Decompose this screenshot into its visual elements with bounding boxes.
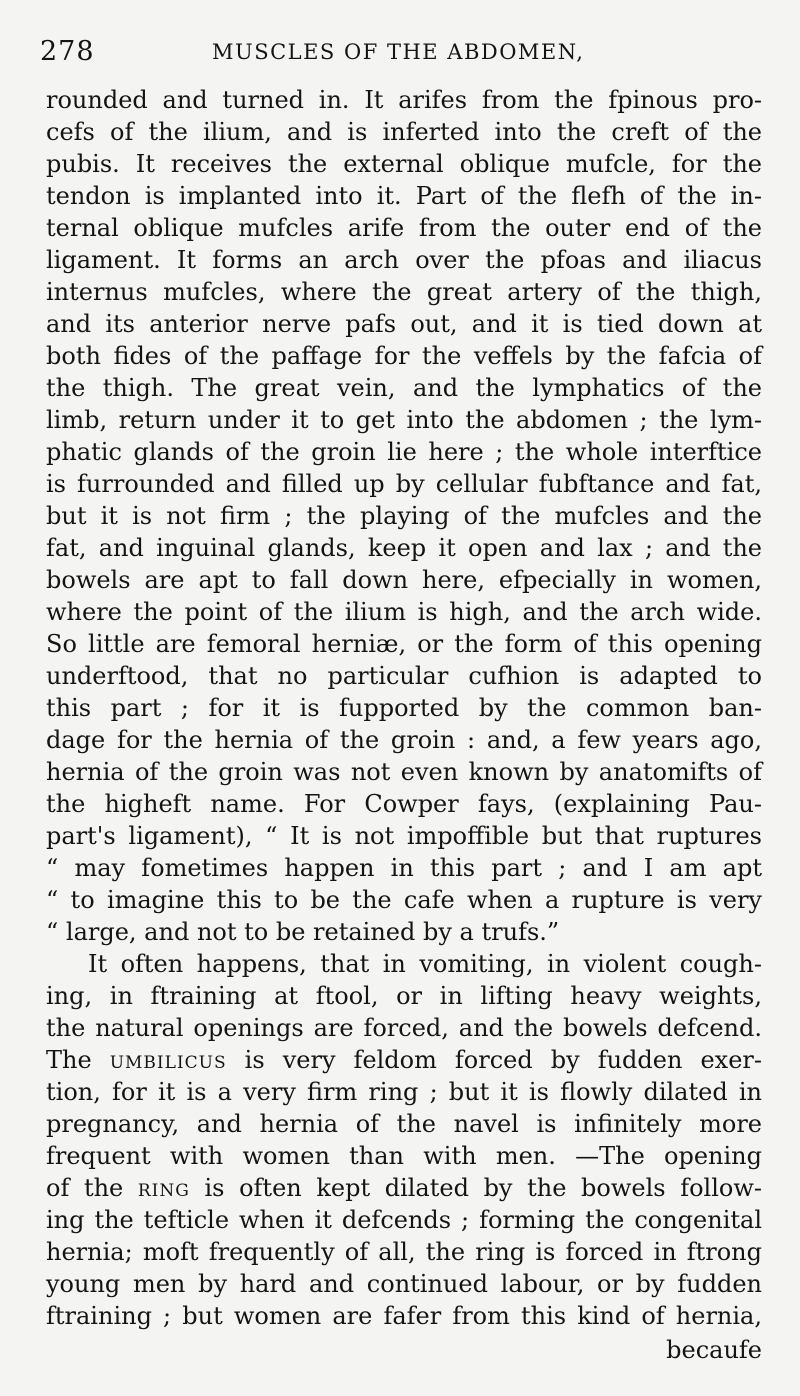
text-line: ligament. It forms an arch over the pfoas and iliacus xyxy=(46,246,762,274)
text-line: ing, in ftraining at ftool, or in lifting heavy weights, xyxy=(46,982,762,1010)
text-line: So little are femoral herniæ, or the form of this opening xyxy=(46,630,762,658)
text-line: tendon is implanted into it. Part of the flefh of the in- xyxy=(46,182,762,210)
text-line: pubis. It receives the external oblique mufcle, for the xyxy=(46,150,762,178)
text-line: where the point of the ilium is high, and the arch wide. xyxy=(46,598,762,626)
page-number: 278 xyxy=(40,36,95,67)
text-line: hernia of the groin was not even known by anatomifts of xyxy=(46,758,762,786)
text-line: “ large, and not to be retained by a trufs.” xyxy=(46,918,560,946)
text-line: this part ; for it is fupported by the common ban- xyxy=(46,694,762,722)
text-line: both fides of the paffage for the veffels by the fafcia of xyxy=(46,342,762,370)
text-line: is furrounded and filled up by cellular fubftance and fat, xyxy=(46,470,762,498)
text-line: of the ring is often kept dilated by the bowels follow- xyxy=(46,1174,762,1202)
text-line: frequent with women than with men. —The opening xyxy=(46,1142,762,1170)
text-line: “ may fometimes happen in this part ; and I am apt xyxy=(46,854,762,882)
text-line: the thigh. The great vein, and the lymphatics of the xyxy=(46,374,762,402)
text-line: the natural openings are forced, and the bowels defcend. xyxy=(46,1014,762,1042)
text-line: but it is not firm ; the playing of the mufcles and the xyxy=(46,502,762,530)
text-line: ternal oblique mufcles arife from the outer end of the xyxy=(46,214,762,242)
text-line: underftood, that no particular cufhion is adapted to xyxy=(46,662,762,690)
text-line: The umbilicus is very feldom forced by fudden exer- xyxy=(46,1046,762,1074)
text-line: ftraining ; but women are fafer from this kind of hernia, xyxy=(46,1302,762,1330)
running-head: MUSCLES OF THE ABDOMEN, xyxy=(212,40,585,64)
text-line: bowels are apt to fall down here, efpecially in women, xyxy=(46,566,762,594)
text-line: and its anterior nerve pafs out, and it is tied down at xyxy=(46,310,762,338)
text-line: pregnancy, and hernia of the navel is infinitely more xyxy=(46,1110,762,1138)
text-line: the higheft name. For Cowper fays, (explaining Pau- xyxy=(46,790,762,818)
text-line: limb, return under it to get into the abdomen ; the lym- xyxy=(46,406,762,434)
text-line: It often happens, that in vomiting, in violent cough- xyxy=(88,950,762,978)
text-line: rounded and turned in. It arifes from the fpinous pro- xyxy=(46,86,762,114)
text-line: “ to imagine this to be the cafe when a rupture is very xyxy=(46,886,762,914)
page-header xyxy=(40,36,760,76)
text-line: hernia; moft frequently of all, the ring is forced in ftrong xyxy=(46,1238,762,1266)
text-line: phatic glands of the groin lie here ; the whole interftice xyxy=(46,438,762,466)
text-line: cefs of the ilium, and is inferted into the creft of the xyxy=(46,118,762,146)
text-line: dage for the hernia of the groin : and, a few years ago, xyxy=(46,726,762,754)
catchword: becaufe xyxy=(666,1336,762,1364)
body-text xyxy=(46,84,762,1366)
text-line: young men by hard and continued labour, or by fudden xyxy=(46,1270,762,1298)
text-line: ing the tefticle when it defcends ; forming the congenital xyxy=(46,1206,762,1234)
text-line: tion, for it is a very firm ring ; but it is flowly dilated in xyxy=(46,1078,762,1106)
text-line: internus mufcles, where the great artery of the thigh, xyxy=(46,278,762,306)
text-line: part's ligament), “ It is not impoffible but that ruptures xyxy=(46,822,762,850)
text-line: fat, and inguinal glands, keep it open and lax ; and the xyxy=(46,534,762,562)
